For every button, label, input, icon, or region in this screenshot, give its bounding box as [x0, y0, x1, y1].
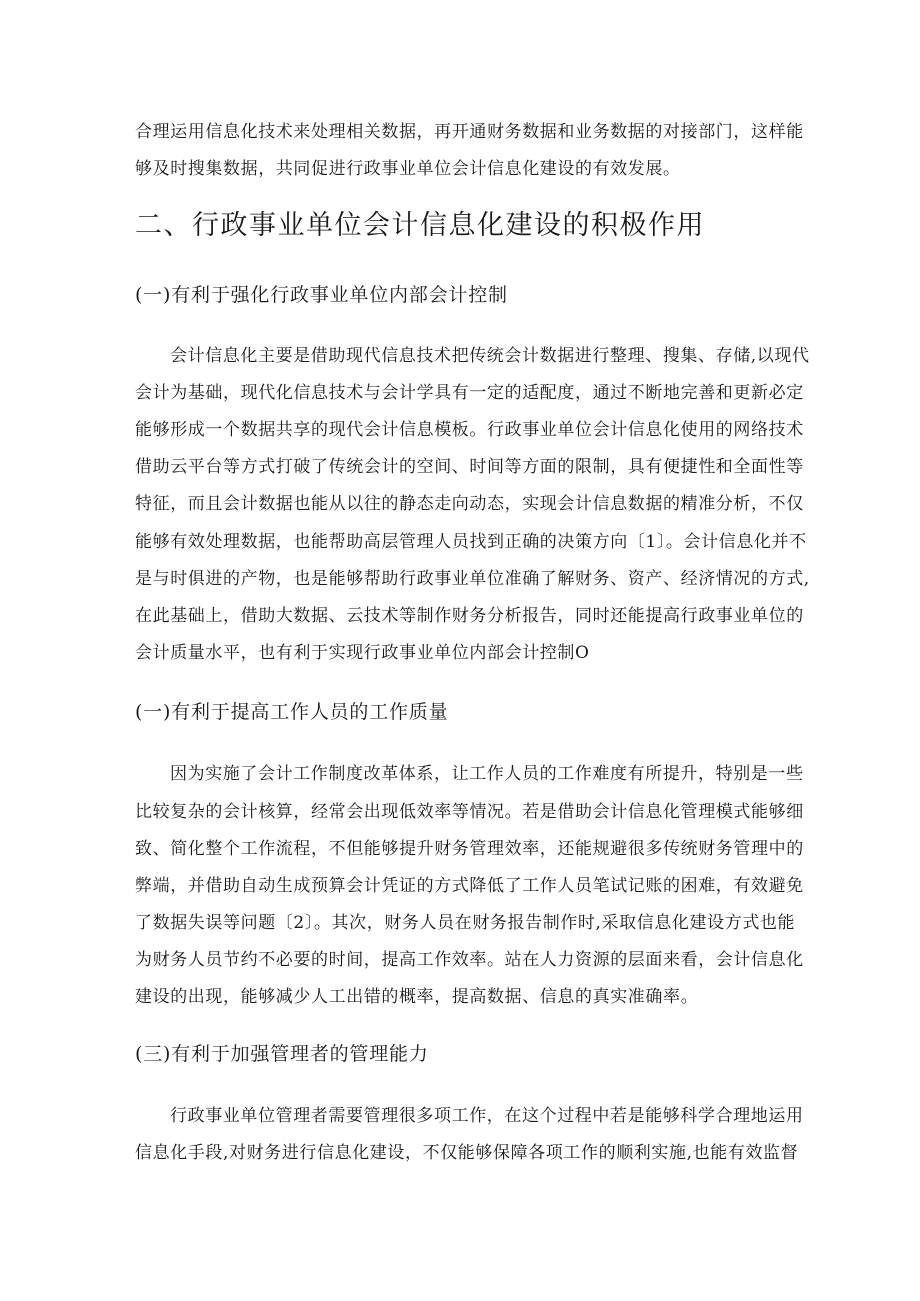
paragraph-1-line-6: 能够有效处理数据，也能帮助高层管理人员找到正确的决策方向〔1〕。会计信息化并不 [135, 532, 807, 552]
paragraph-2-line-6: 为财务人员节约不必要的时间，提高工作效率。站在人力资源的层面来看，会计信息化 [135, 950, 804, 970]
paragraph-1-line-3: 能够形成一个数据共享的现代会计信息模板。行政事业单位会计信息化使用的网络技术 [135, 420, 804, 440]
paragraph-3-line-2: 信息化手段,对财务进行信息化建设，不仅能够保障各项工作的顺利实施,也能有效监督 [135, 1143, 799, 1163]
paragraph-1-line-4: 借助云平台等方式打破了传统会计的空间、时间等方面的限制，具有便捷性和全面性等 [135, 457, 804, 477]
paragraph-1-line-8: 在此基础上，借助大数据、云技术等制作财务分析报告，同时还能提高行政事业单位的 [135, 606, 804, 626]
subsection-3-title: (三)有利于加强管理者的管理能力 [135, 1043, 429, 1065]
subsection-2-title: (一)有利于提高工作人员的工作质量 [135, 701, 449, 723]
subsection-1-title: (一)有利于强化行政事业单位内部会计控制 [135, 284, 508, 306]
paragraph-1-line-7: 是与时俱进的产物，也是能够帮助行政事业单位准确了解财务、资产、经济情况的方式, [135, 569, 810, 589]
paragraph-2-line-2: 比较复杂的会计核算，经常会出现低效率等情况。若是借助会计信息化管理模式能够细 [135, 802, 804, 822]
paragraph-1-line-9: 会计质量水平，也有利于实现行政事业单位内部会计控制O [135, 643, 590, 663]
paragraph-2-line-5: 了数据失误等问题〔2〕。其次，财务人员在财务报告制作时,采取信息化建设方式也能 [135, 913, 796, 933]
paragraph-1-line-1: 会计信息化主要是借助现代信息技术把传统会计数据进行整理、搜集、存储,以现代 [170, 346, 810, 366]
intro-line-2: 够及时搜集数据，共同促进行政事业单位会计信息化建设的有效发展。 [135, 159, 681, 179]
paragraph-1-line-5: 特征，而且会计数据也能从以往的静态走向动态，实现会计信息数据的精准分析，不仅 [135, 494, 804, 514]
paragraph-2-line-3: 致、简化整个工作流程，不但能够提升财务管理效率，还能规避很多传统财务管理中的 [135, 839, 804, 859]
intro-line-1: 合理运用信息化技术来处理相关数据，再开通财务数据和业务数据的对接部门，这样能 [135, 122, 804, 142]
paragraph-3-line-1: 行政事业单位管理者需要管理很多项工作，在这个过程中若是能够科学合理地运用 [170, 1106, 804, 1126]
paragraph-2-line-1: 因为实施了会计工作制度改革体系，让工作人员的工作难度有所提升，特别是一些 [170, 764, 804, 784]
section-title: 二、行政事业单位会计信息化建设的积极作用 [135, 210, 705, 241]
paragraph-2-line-7: 建设的出现，能够减少人工出错的概率，提高数据、信息的真实准确率。 [135, 987, 699, 1007]
paragraph-1-line-2: 会计为基础，现代化信息技术与会计学具有一定的适配度，通过不断地完善和更新必定 [135, 383, 804, 403]
paragraph-2-line-4: 弊端，并借助自动生成预算会计凭证的方式降低了工作人员笔试记账的困难，有效避免 [135, 876, 804, 896]
